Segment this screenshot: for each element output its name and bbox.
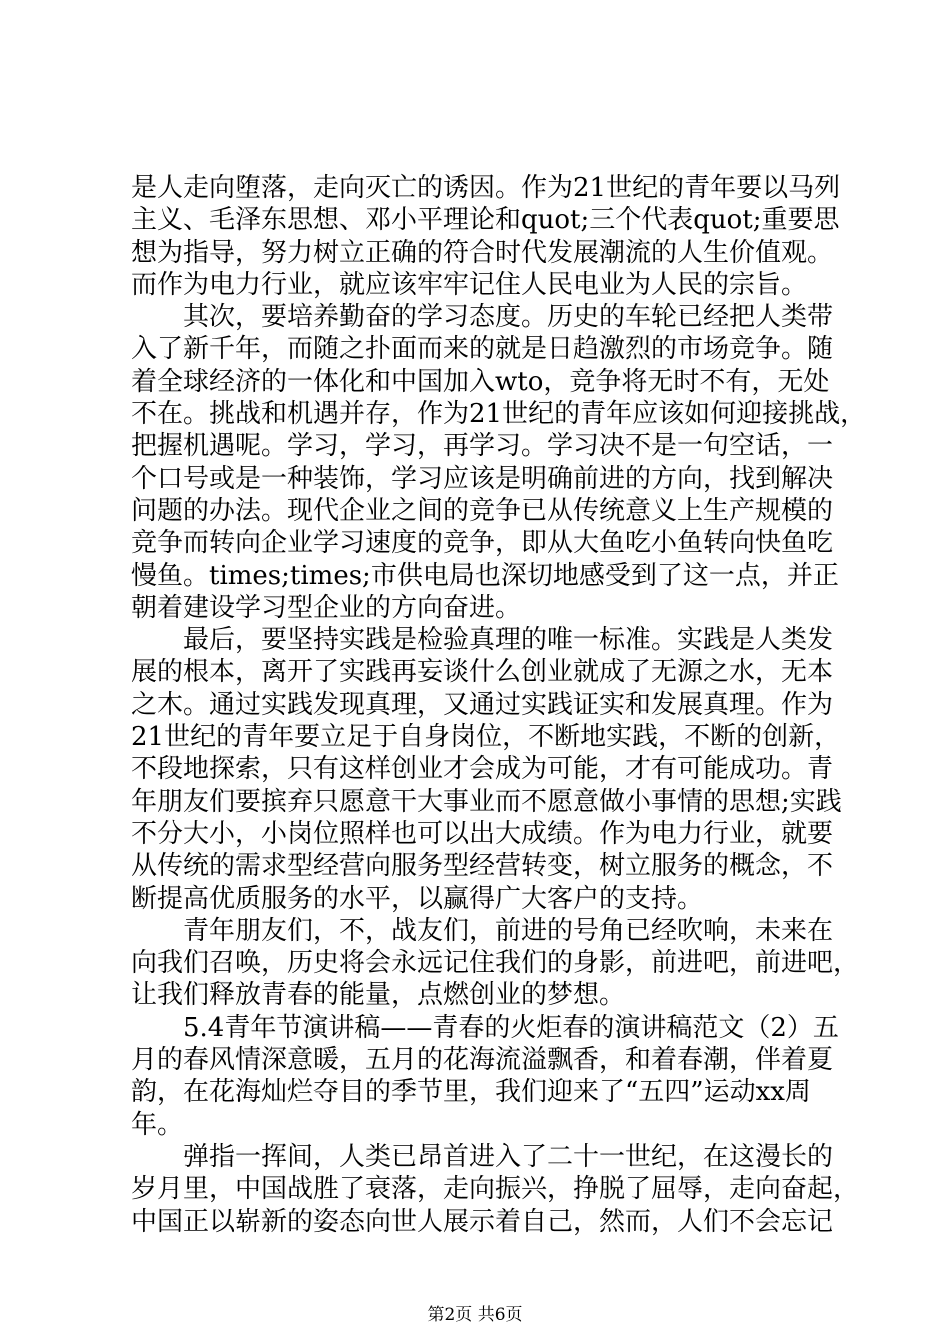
- text-line: 从传统的需求型经营向服务型经营转变，树立服务的概念，不: [131, 851, 834, 882]
- text-line: 断提高优质服务的水平，以赢得广大客户的支持。: [131, 883, 704, 914]
- text-line: 入了新千年，而随之扑面而来的就是日趋激烈的市场竞争。随: [131, 334, 834, 365]
- text-line: 展的根本，离开了实践再妄谈什么创业就成了无源之水，无本: [131, 657, 834, 688]
- text-line: 朝着建设学习型企业的方向奋进。: [131, 592, 522, 623]
- text-line: 青年朋友们，不，战友们，前进的号角已经吹响，未来在: [131, 915, 834, 946]
- text-line: 问题的办法。现代企业之间的竞争已从传统意义上生产规模的: [131, 495, 834, 526]
- text-line: 中国正以崭新的姿态向世人展示着自己，然而，人们不会忘记: [131, 1206, 834, 1237]
- text-line: 让我们释放青春的能量，点燃创业的梦想。: [131, 980, 626, 1011]
- text-line: 不段地探索，只有这样创业才会成为可能，才有可能成功。青: [131, 754, 834, 785]
- text-line: 慢鱼。times;times;市供电局也深切地感受到了这一点，并正: [131, 560, 839, 591]
- text-line: 5.4青年节演讲稿——青春的火炬春的演讲稿范文（2）五: [131, 1012, 839, 1043]
- text-line: 年。: [131, 1109, 184, 1140]
- text-line: 主义、毛泽东思想、邓小平理论和quot;三个代表quot;重要思: [131, 205, 840, 236]
- document-body: [131, 172, 867, 1238]
- text-line: 是人走向堕落，走向灭亡的诱因。作为21世纪的青年要以马列: [131, 173, 841, 203]
- text-line: 岁月里，中国战胜了衰落，走向振兴，挣脱了屈辱，走向奋起，: [131, 1174, 860, 1205]
- text-line: 21世纪的青年要立足于自身岗位，不断地实践，不断的创新，: [131, 722, 841, 753]
- text-line: 竞争而转向企业学习速度的竞争，即从大鱼吃小鱼转向快鱼吃: [131, 528, 834, 559]
- text-line: 向我们召唤，历史将会永远记住我们的身影，前进吧，前进吧，: [131, 948, 860, 979]
- text-line: 个口号或是一种装饰，学习应该是明确前进的方向，找到解决: [131, 463, 834, 494]
- text-line: 想为指导，努力树立正确的符合时代发展潮流的人生价值观。: [131, 237, 834, 268]
- text-line: 而作为电力行业，就应该牢牢记住人民电业为人民的宗旨。: [131, 269, 808, 300]
- text-line: 其次，要培养勤奋的学习态度。历史的车轮已经把人类带: [131, 302, 834, 333]
- text-line: 不分大小，小岗位照样也可以出大成绩。作为电力行业，就要: [131, 818, 834, 849]
- text-line: 月的春风情深意暖，五月的花海流溢飘香，和着春潮，伴着夏: [131, 1045, 834, 1076]
- text-line: 最后，要坚持实践是检验真理的唯一标准。实践是人类发: [131, 625, 834, 656]
- text-line: 年朋友们要摈弃只愿意干大事业而不愿意做小事情的思想;实践: [131, 786, 842, 817]
- text-line: 弹指一挥间，人类已昂首进入了二十一世纪，在这漫长的: [131, 1141, 834, 1172]
- text-line: 韵，在花海灿烂夺目的季节里，我们迎来了“五四”运动xx周: [131, 1077, 811, 1108]
- page-footer: 第2页 共6页: [427, 1305, 523, 1325]
- text-line: 之木。通过实践发现真理，又通过实践证实和发展真理。作为: [131, 689, 834, 720]
- text-line: 不在。挑战和机遇并存，作为21世纪的青年应该如何迎接挑战，: [131, 399, 867, 430]
- text-line: 把握机遇呢。学习，学习，再学习。学习决不是一句空话，一: [131, 431, 834, 462]
- text-line: 着全球经济的一体化和中国加入wto，竞争将无时不有，无处: [131, 366, 830, 397]
